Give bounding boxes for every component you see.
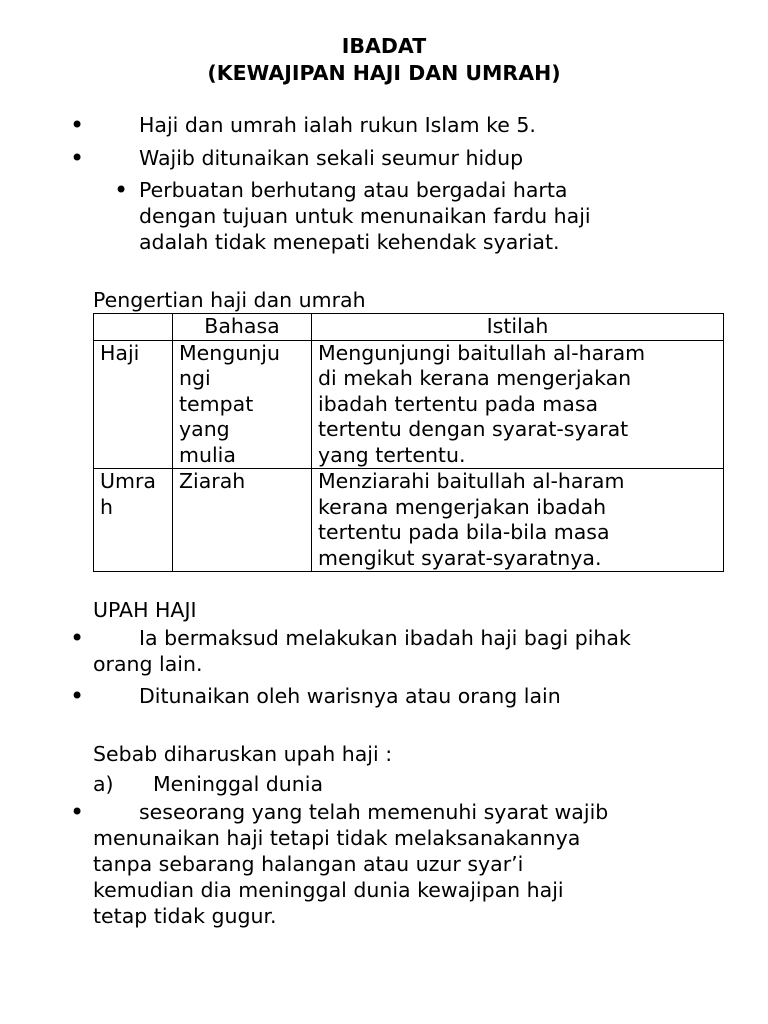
- bullet-text: seseorang yang telah memenuhi syarat wajib: [139, 800, 609, 824]
- table-cell-istilah: [312, 469, 724, 572]
- bullet-text-continued: kemudian dia meninggal dunia kewajipan haji: [93, 878, 564, 902]
- cell-line: tertentu dengan syarat-syarat: [318, 417, 629, 441]
- table-header-cell: [94, 314, 173, 341]
- bullet-text: Wajib ditunaikan sekali seumur hidup: [139, 146, 524, 170]
- cell-line: ngi: [179, 366, 211, 390]
- bullet-text: Ditunaikan oleh warisnya atau orang lain: [139, 684, 561, 708]
- cell-line: tertentu pada bila-bila masa: [318, 520, 610, 544]
- list-label: a): [93, 772, 114, 796]
- table-row: [94, 340, 724, 469]
- table-header-cell: Bahasa: [173, 314, 312, 341]
- bullet-text-continued: menunaikan haji tetapi tidak melaksanakannya: [93, 826, 581, 850]
- table-cell-istilah: [312, 340, 724, 469]
- cell-line: tempat: [179, 391, 254, 416]
- cell-line: Ziarah: [179, 469, 246, 493]
- sub-bullet-line: Perbuatan berhutang atau bergadai harta: [139, 178, 568, 202]
- section-heading-sebab: Sebab diharuskan upah haji :: [93, 742, 393, 766]
- bullet-text: Ia bermaksud melakukan ibadah haji bagi pihak: [139, 626, 631, 650]
- table-header-cell: Istilah: [312, 314, 724, 341]
- cell-line: yang tertentu.: [318, 442, 466, 467]
- bullet-marker: •: [70, 144, 85, 172]
- bullet-marker: •: [70, 624, 85, 652]
- cell-line: mengikut syarat-syaratnya.: [318, 545, 602, 570]
- cell-line: kerana mengerjakan ibadah: [318, 494, 607, 519]
- document-subtitle: (KEWAJIPAN HAJI DAN UMRAH): [207, 61, 561, 85]
- cell-line: h: [100, 494, 113, 519]
- sub-bullet-line: adalah tidak menepati kehendak syariat.: [139, 230, 560, 254]
- bullet-text: Haji dan umrah ialah rukun Islam ke 5.: [139, 113, 536, 137]
- table-cell-term: [94, 340, 173, 469]
- cell-line: mulia: [179, 442, 236, 467]
- bullet-marker: •: [70, 111, 85, 139]
- table-header-row: [94, 314, 724, 341]
- bullet-text-continued: orang lain.: [93, 652, 203, 676]
- cell-line: di mekah kerana mengerjakan: [318, 366, 632, 390]
- table-cell-term: [94, 469, 173, 572]
- cell-line: ibadah tertentu pada masa: [318, 391, 599, 416]
- cell-line: Menziarahi baitullah al-haram: [318, 469, 625, 493]
- cell-line: Mengunju: [179, 340, 280, 365]
- cell-line: yang: [179, 417, 230, 441]
- table-cell-bahasa: [173, 469, 312, 572]
- table-caption: Pengertian haji dan umrah: [93, 288, 366, 312]
- bullet-text-continued: tanpa sebarang halangan atau uzur syar’i: [93, 852, 524, 876]
- list-item-text: Meninggal dunia: [153, 772, 324, 796]
- bullet-marker: •: [70, 682, 85, 710]
- section-heading-upah: UPAH HAJI: [93, 598, 197, 622]
- cell-line: Haji: [100, 340, 140, 365]
- definitions-table: [93, 313, 724, 572]
- cell-line: Umra: [100, 469, 156, 493]
- table-cell-bahasa: [173, 340, 312, 469]
- bullet-text-continued: tetap tidak gugur.: [93, 904, 277, 928]
- cell-line: Mengunjungi baitullah al-haram: [318, 340, 646, 365]
- sub-bullet-line: dengan tujuan untuk menunaikan fardu haji: [139, 204, 591, 228]
- document-title: IBADAT: [341, 34, 427, 58]
- table-row: [94, 469, 724, 572]
- sub-bullet-marker: •: [114, 176, 129, 204]
- bullet-marker: •: [70, 798, 85, 826]
